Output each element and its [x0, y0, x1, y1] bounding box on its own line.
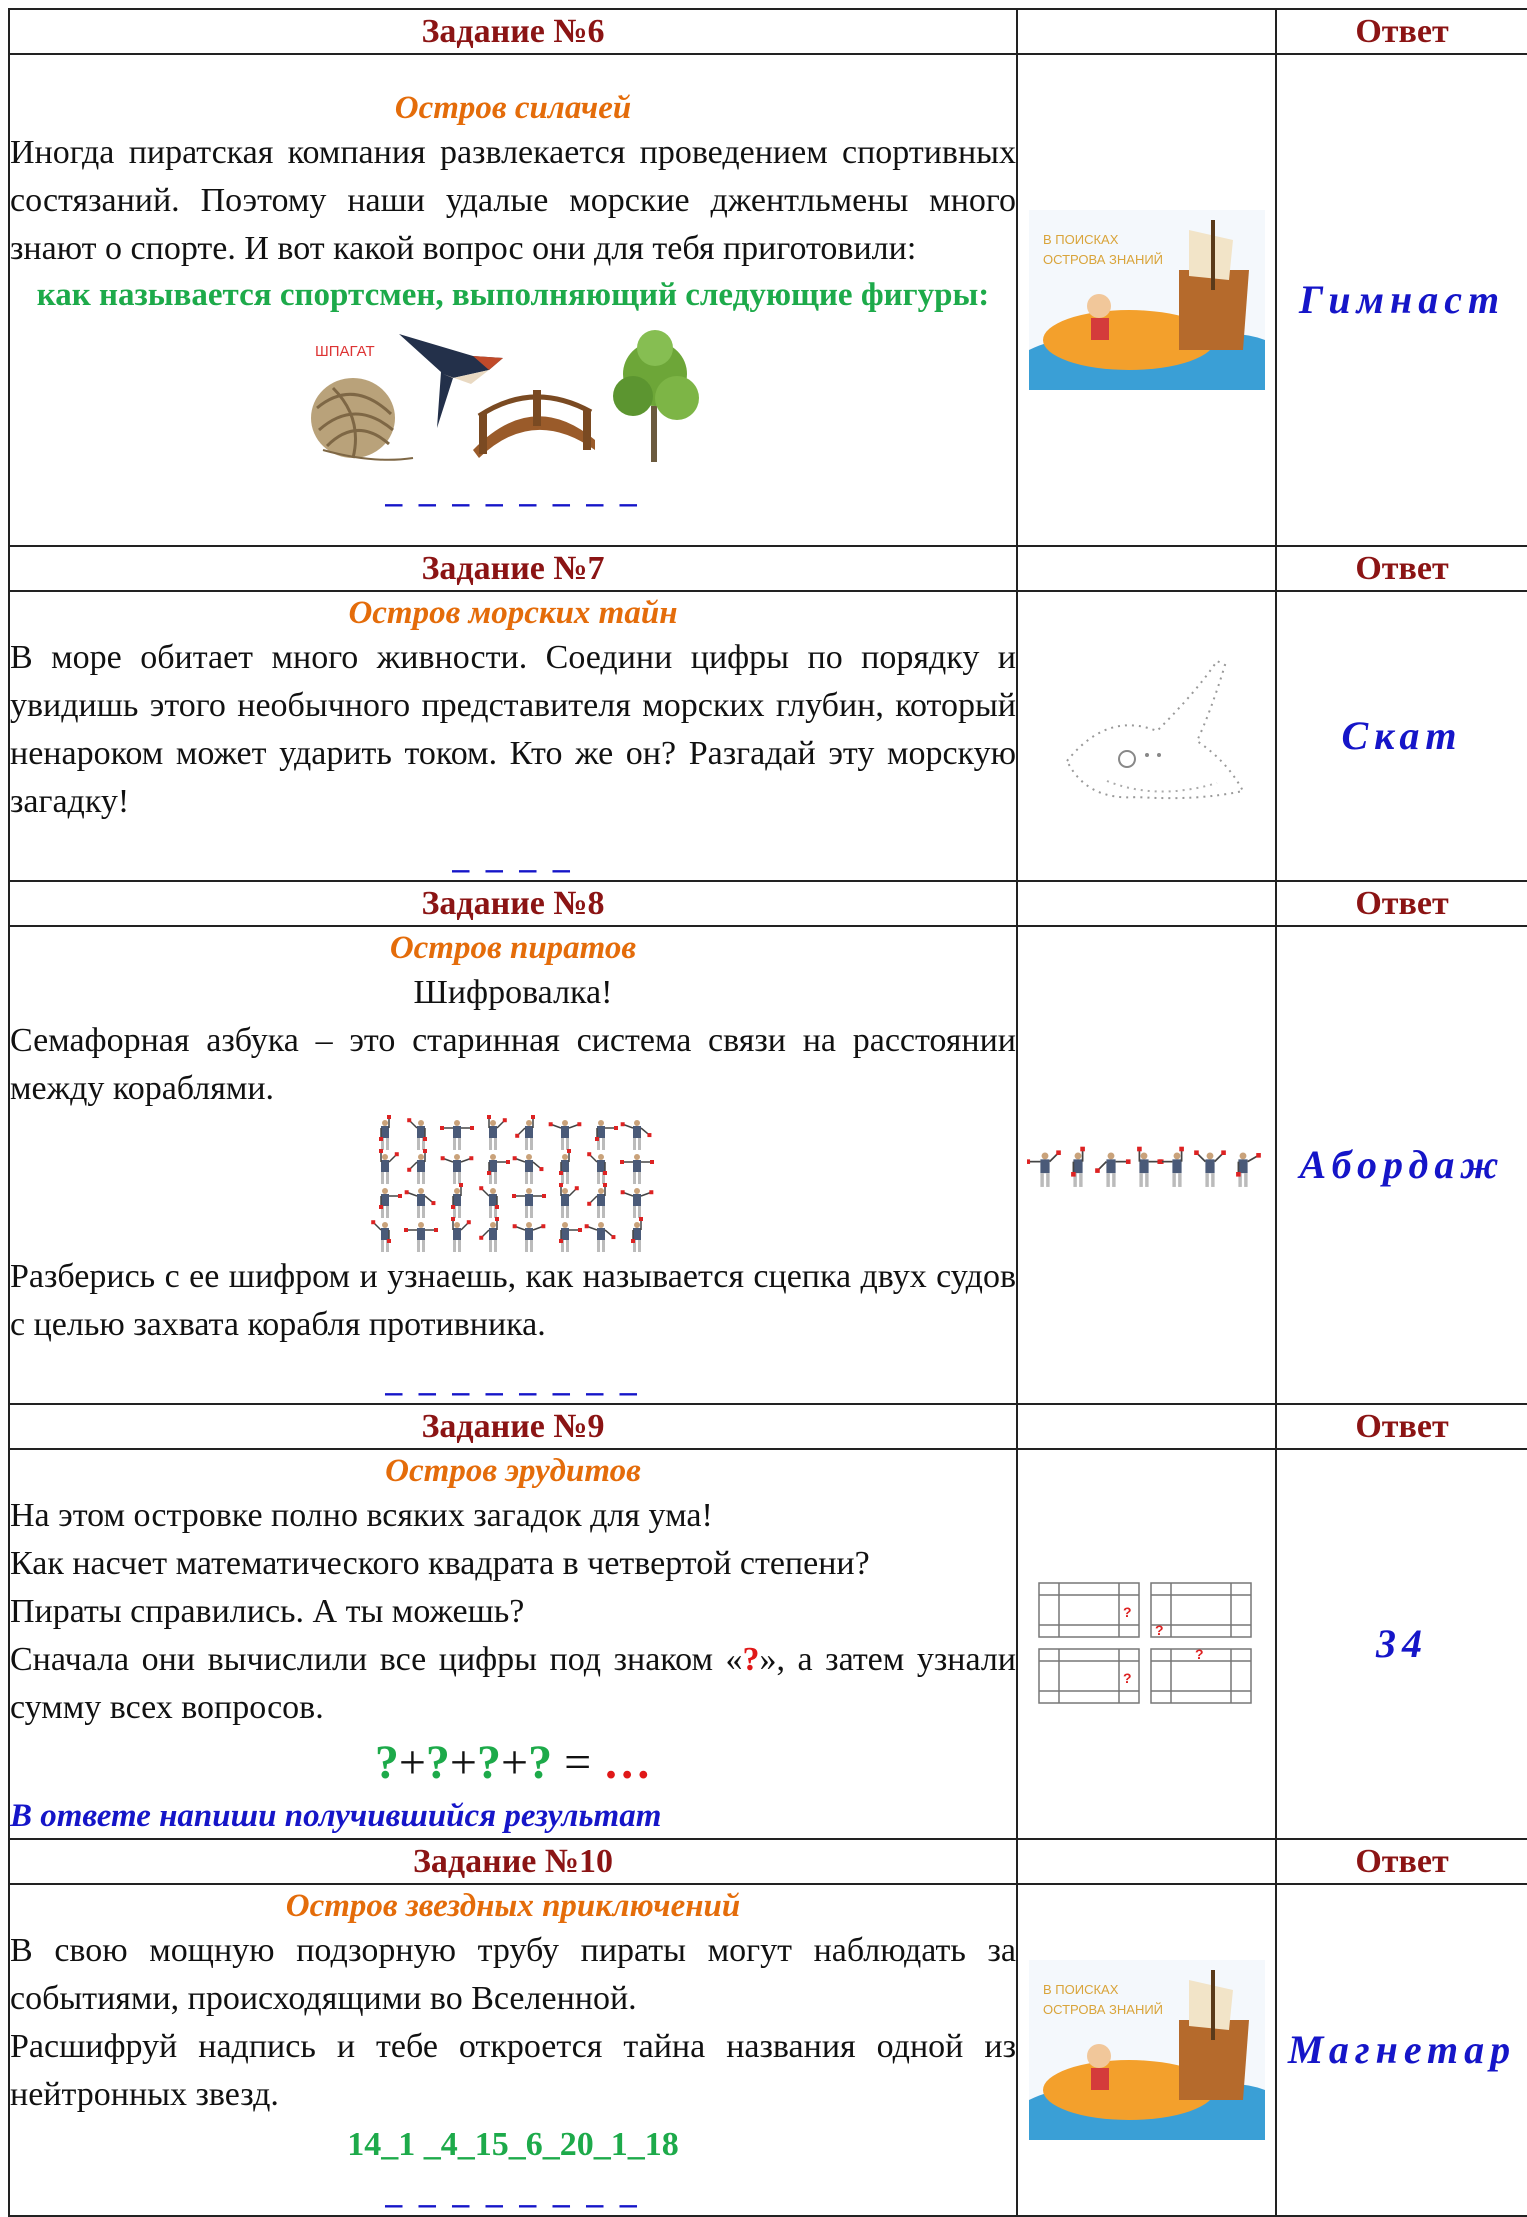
formula-dots: …	[603, 1736, 652, 1789]
island-name: Остров силачей	[394, 89, 632, 126]
semaphore-figure	[451, 1217, 471, 1252]
semaphore-figure	[479, 1217, 499, 1252]
semaphore-figure	[379, 1149, 399, 1184]
semaphore-figure	[379, 1188, 402, 1218]
answer-title: Ответ	[1276, 1839, 1527, 1884]
task-row	[9, 1884, 1527, 2216]
semaphore-figure	[559, 1149, 571, 1184]
semaphore-figure	[1027, 1150, 1061, 1187]
semaphore-figure	[440, 1120, 474, 1150]
answer-title: Ответ	[1276, 881, 1527, 926]
task-text: Расшифруй надпись и тебе откроется тайна названия одной из нейтронных звезд.	[10, 2028, 1016, 2113]
answer-blanks: _ _ _ _ _ _ _ _	[385, 2174, 641, 2211]
pirate-island-icon	[1029, 210, 1265, 390]
header-empty-cell	[1017, 1839, 1276, 1884]
semaphore-figure	[515, 1115, 535, 1150]
task-title: Задание №10	[9, 1839, 1017, 1884]
semaphore-figure	[595, 1120, 618, 1150]
semaphore-figure	[620, 1154, 654, 1184]
task-header-row	[9, 9, 1527, 54]
answer-title: Ответ	[1276, 1404, 1527, 1449]
task-body	[9, 926, 1017, 1404]
semaphore-figure	[487, 1154, 510, 1184]
swallow-icon	[399, 334, 503, 428]
task-text: В свою мощную подзорную трубу пираты могут наблюдать за событиями, происходящими во Вселенной.	[10, 1932, 1016, 2017]
task-text: Семафорная азбука – это старинная система связи на расстоянии между кораблями.	[10, 1022, 1016, 1107]
image-cell	[1017, 1884, 1276, 2216]
svg-text:?: ?	[1194, 1646, 1204, 1662]
semaphore-figure	[1095, 1152, 1130, 1187]
image-caption-1: В ПОИСКАХ	[1042, 232, 1118, 247]
semaphore-figure	[1137, 1147, 1163, 1187]
answer-blanks: _ _ _ _ _ _ _ _	[385, 1362, 641, 1399]
semaphore-figure	[1157, 1147, 1183, 1187]
semaphore-figure	[371, 1220, 391, 1252]
answer-note: В ответе напиши получившийся результат	[10, 1798, 662, 1834]
task-line-part: », а затем узнали сумму всех вопросов.	[10, 1641, 1016, 1726]
image-cell	[1017, 591, 1276, 881]
semaphore-flags-icon	[1027, 1140, 1267, 1190]
answer-text: Абордаж	[1276, 926, 1527, 1404]
task-line-part: Сначала они вычислили все цифры под знаком «	[10, 1641, 743, 1678]
island-name: Остров звездных приключений	[285, 1888, 741, 1924]
task-table	[8, 8, 1527, 2217]
stingray-dots-icon	[1047, 651, 1247, 821]
task-line: Пираты справились. А ты можешь?	[10, 1593, 525, 1630]
answer-blanks: _ _ _ _	[452, 839, 574, 876]
formula-plus: +	[501, 1736, 529, 1789]
svg-text:?: ?	[1122, 1604, 1132, 1620]
answer-title: Ответ	[1276, 546, 1527, 591]
semaphore-figure	[487, 1115, 507, 1150]
semaphore-figure	[404, 1222, 438, 1252]
image-caption-2: ОСТРОВА ЗНАНИЙ	[1042, 252, 1163, 267]
answer-text: Гимнаст	[1276, 54, 1527, 546]
formula-plus: +	[449, 1736, 477, 1789]
task-body	[9, 54, 1017, 546]
answer-text: Магнетар	[1276, 1884, 1527, 2216]
question-mark: ?	[742, 1641, 760, 1678]
semaphore-figure	[407, 1149, 427, 1184]
semaphore-figure	[379, 1115, 391, 1150]
island-name: Остров эрудитов	[385, 1453, 641, 1489]
semaphore-figure	[587, 1183, 607, 1218]
image-caption-2: ОСТРОВА ЗНАНИЙ	[1042, 2002, 1163, 2017]
task-text: В море обитает много живности. Соедини цифры по порядку и увидишь этого необычного представителя морских глубин, который ненароком может ударить током. Кто же он? Разгадай эту морскую загадку!	[10, 639, 1016, 820]
image-caption-1: В ПОИСКАХ	[1042, 1982, 1118, 1997]
task-line	[10, 1636, 1016, 1732]
formula-q: ?	[477, 1736, 501, 1789]
semaphore-figure	[559, 1183, 579, 1218]
formula	[10, 1732, 1016, 1794]
semaphore-figure	[1071, 1147, 1085, 1187]
twine-ball-icon	[311, 343, 413, 460]
task-subtitle: Шифровалка!	[413, 974, 613, 1011]
semaphore-alphabet-picture	[10, 1113, 1016, 1253]
header-empty-cell	[1017, 881, 1276, 926]
task-header-row	[9, 881, 1527, 926]
semaphore-figure	[405, 1188, 436, 1218]
image-cell	[1017, 1449, 1276, 1839]
math-square-icon	[1035, 1579, 1259, 1709]
task-line: Как насчет математического квадрата в четвертой степени?	[10, 1545, 870, 1582]
answer-text: Скат	[1276, 591, 1527, 881]
task-row	[9, 591, 1527, 881]
formula-q: ?	[374, 1736, 399, 1789]
formula-plus: +	[398, 1736, 426, 1789]
svg-text:?: ?	[1122, 1670, 1132, 1686]
task-text: Иногда пиратская компания развлекается проведением спортивных состязаний. Поэтому наши удалые морские джентльмены много знают о спорте. И вот какой вопрос они для тебя приготовили:	[10, 133, 1016, 267]
semaphore-figure	[1194, 1150, 1226, 1187]
svg-text:?: ?	[1154, 1622, 1164, 1638]
semaphore-figure	[587, 1152, 607, 1184]
semaphore-figure	[559, 1222, 582, 1252]
semaphore-figure	[621, 1188, 654, 1218]
header-empty-cell	[1017, 546, 1276, 591]
task-row	[9, 926, 1527, 1404]
semaphore-figure	[479, 1186, 499, 1218]
header-empty-cell	[1017, 9, 1276, 54]
semaphore-figure	[441, 1154, 474, 1184]
semaphore-figure	[631, 1217, 643, 1252]
task-title: Задание №7	[9, 546, 1017, 591]
formula-q: ?	[528, 1736, 553, 1789]
island-name: Остров пиратов	[389, 930, 637, 966]
picture-label: ШПАГАТ	[315, 342, 375, 360]
semaphore-figure	[512, 1188, 546, 1218]
tree-icon	[613, 330, 699, 462]
task-body	[9, 1449, 1017, 1839]
semaphore-figure	[451, 1183, 463, 1218]
task-title: Задание №8	[9, 881, 1017, 926]
semaphore-figure	[549, 1120, 582, 1150]
answer-title: Ответ	[1276, 9, 1527, 54]
semaphore-figure	[1236, 1152, 1261, 1187]
task-header-row	[9, 1839, 1527, 1884]
header-empty-cell	[1017, 1404, 1276, 1449]
answer-blanks: _ _ _ _ _ _ _ _	[385, 472, 641, 510]
island-name: Остров морских тайн	[348, 595, 678, 631]
task-body	[9, 1884, 1017, 2216]
image-cell	[1017, 54, 1276, 546]
task-text: Разберись с ее шифром и узнаешь, как называется сцепка двух судов с целью захвата корабля противника.	[10, 1258, 1016, 1343]
task-body	[9, 591, 1017, 881]
task-title: Задание №6	[9, 9, 1017, 54]
semaphore-figure	[407, 1118, 427, 1150]
task-line: На этом островке полно всяких загадок для ума!	[10, 1497, 713, 1534]
semaphore-figure	[513, 1154, 544, 1184]
task-row	[9, 1449, 1527, 1839]
formula-eq: =	[552, 1736, 604, 1789]
task-header-row	[9, 1404, 1527, 1449]
semaphore-figure	[513, 1222, 546, 1252]
pirate-island-icon	[1029, 1960, 1265, 2140]
task-row	[9, 54, 1527, 546]
formula-q: ?	[425, 1736, 450, 1789]
task-question: как называется спортсмен, выполняющий следующие фигуры:	[36, 276, 990, 313]
bridge-icon	[473, 390, 595, 458]
image-cell	[1017, 926, 1276, 1404]
semaphore-figure	[621, 1120, 652, 1150]
task-title: Задание №9	[9, 1404, 1017, 1449]
figures-picture	[10, 318, 1016, 466]
answer-text: 34	[1276, 1449, 1527, 1839]
cipher-code: 14_1 _4_15_6_20_1_18	[347, 2126, 679, 2163]
task-header-row	[9, 546, 1527, 591]
semaphore-figure	[585, 1222, 616, 1252]
